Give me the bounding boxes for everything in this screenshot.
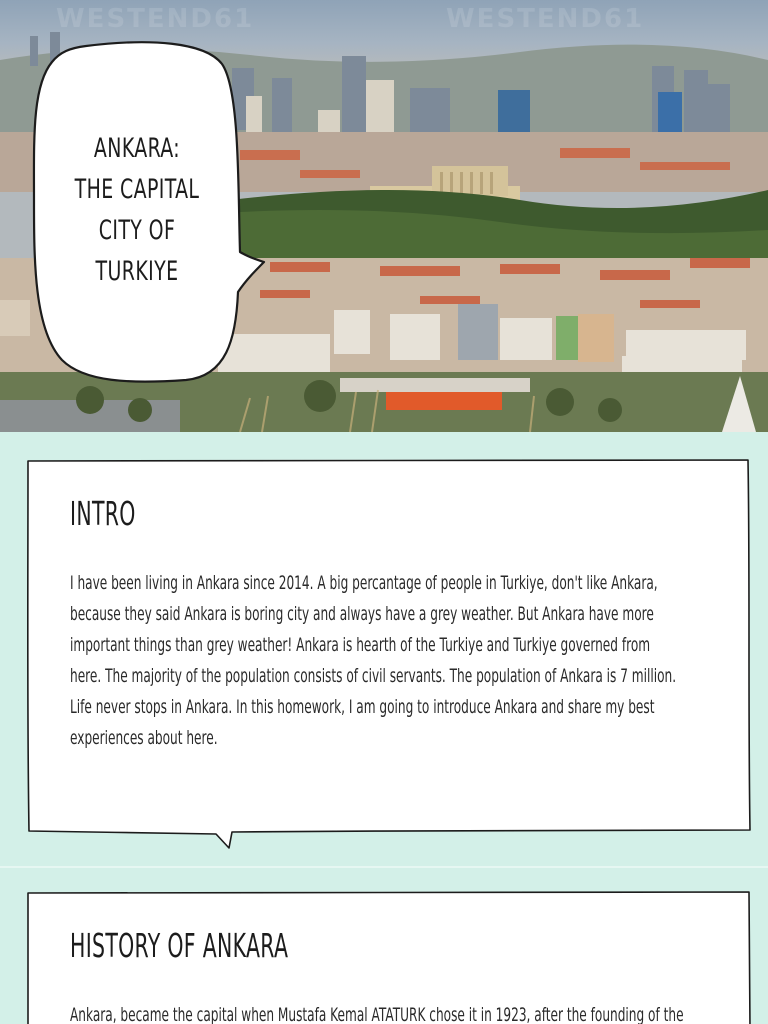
history-card <box>26 890 752 1024</box>
title-line: ANKARA: <box>93 133 181 164</box>
section-divider <box>0 866 768 868</box>
paragraph-line: I have been living in Ankara since 2014. A big percantage of people in Turkiye, don't like Ankara, <box>70 572 658 594</box>
title-line: CITY OF <box>98 215 176 246</box>
history-heading: HISTORY OF ANKARA <box>70 926 289 965</box>
paragraph-line: Ankara, became the capital when Mustafa Kemal ATATURK chose it in 1923, after the founding of the <box>70 1004 684 1024</box>
page-title <box>61 128 212 292</box>
watermark-text: WESTEND61 <box>446 4 645 34</box>
title-line: TURKIYE <box>95 256 179 287</box>
paragraph-line: here. The majority of the population consists of civil servants. The population of Ankara is 7 million. <box>70 665 677 687</box>
paragraph-line: Life never stops in Ankara. In this homework, I am going to introduce Ankara and share my best <box>70 696 655 718</box>
paragraph-line: experiences about here. <box>70 727 218 749</box>
intro-paragraph <box>70 568 709 754</box>
hero-photo <box>0 0 768 432</box>
watermark-text: WESTEND61 <box>56 4 255 34</box>
history-paragraph <box>70 1000 709 1024</box>
intro-heading: INTRO <box>70 494 136 533</box>
paragraph-line: because they said Ankara is boring city and always have a grey weather. But Ankara have more <box>70 603 654 625</box>
title-line: THE CAPITAL <box>74 174 200 205</box>
paragraph-line: important things than grey weather! Ankara is hearth of the Turkiye and Turkiye governed from <box>70 634 651 656</box>
intro-card <box>26 458 752 852</box>
